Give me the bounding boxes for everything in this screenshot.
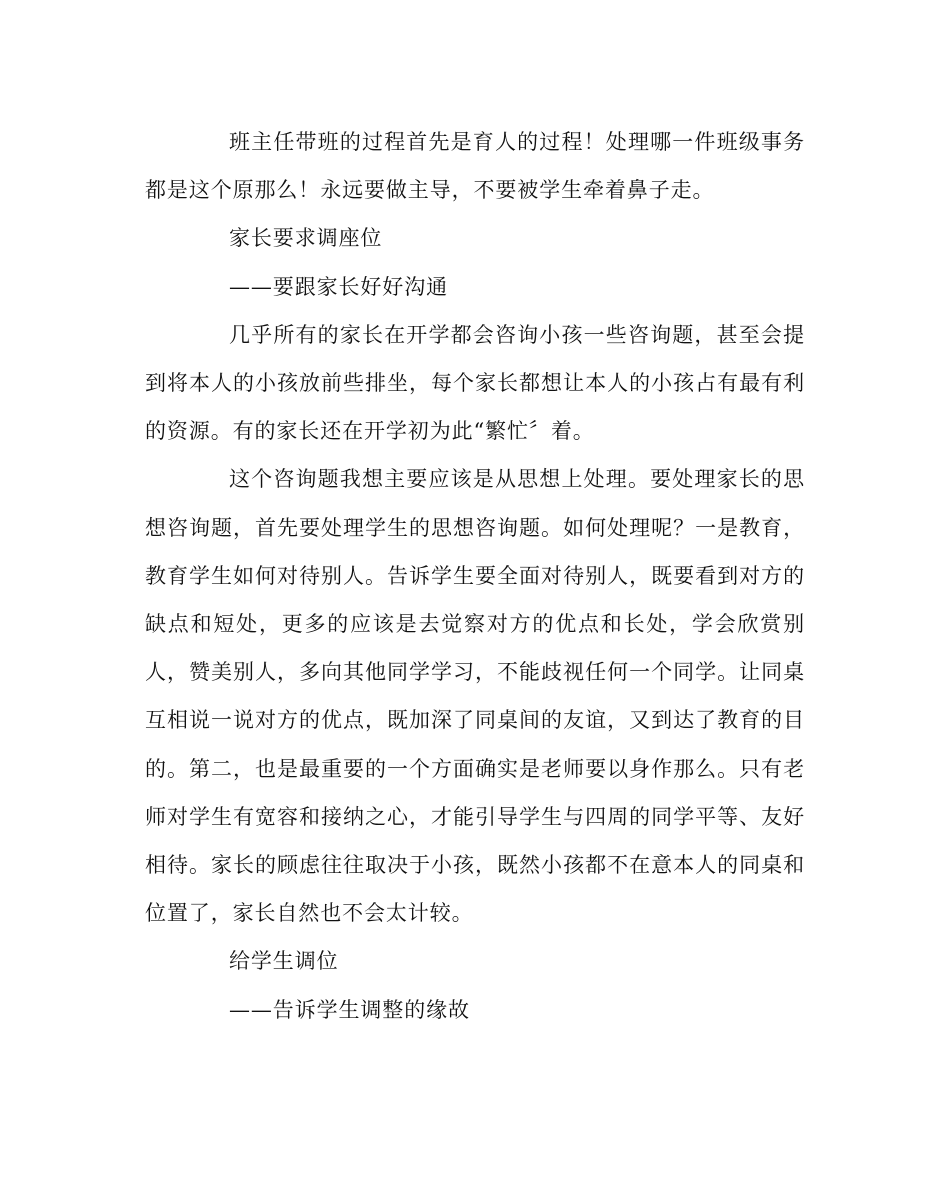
body-paragraph: 这个咨询题我想主要应该是从思想上处理。要处理家长的思想咨询题，首先要处理学生的思想咨询题。如何处理呢？一是教育，教育学生如何对待别人。告诉学生要全面对待别人，既要看到对方的缺点和短处，更多的应该是去觉察对方的优点和长处，学会欣赏别人，赞美别人，多向其他同学学习，不能歧视任何一个同学。让同桌互相说一说对方的优点，既加深了同桌间的友谊，又到达了教育的目的。第二，也是最重要的一个方面确实是老师要以身作那么。只有老师对学生有宽容和接纳之心，才能引导学生与四周的同学平等、友好相待。家长的顾虑往往取决于小孩，既然小孩都不在意本人的同桌和位置了，家长自然也不会太计较。 <box>145 467 805 926</box>
body-paragraph: 班主任带班的过程首先是育人的过程！处理哪一件班级事务都是这个原那么！永远要做主导，不要被学生牵着鼻子走。 <box>145 130 805 203</box>
body-paragraph: 几乎所有的家长在开学都会咨询小孩一些咨询题，甚至会提到将本人的小孩放前些排坐，每个家长都想让本人的小孩占有最有利的资源。有的家长还在开学初为此“繁忙〞着。 <box>145 322 805 444</box>
section-heading: 给学生调位 <box>229 949 339 974</box>
section-subheading: ——告诉学生调整的缘故 <box>229 997 470 1022</box>
section-heading: 家长要求调座位 <box>229 226 383 251</box>
section-subheading: ——要跟家长好好沟通 <box>229 274 448 299</box>
document-body <box>145 118 805 1034</box>
